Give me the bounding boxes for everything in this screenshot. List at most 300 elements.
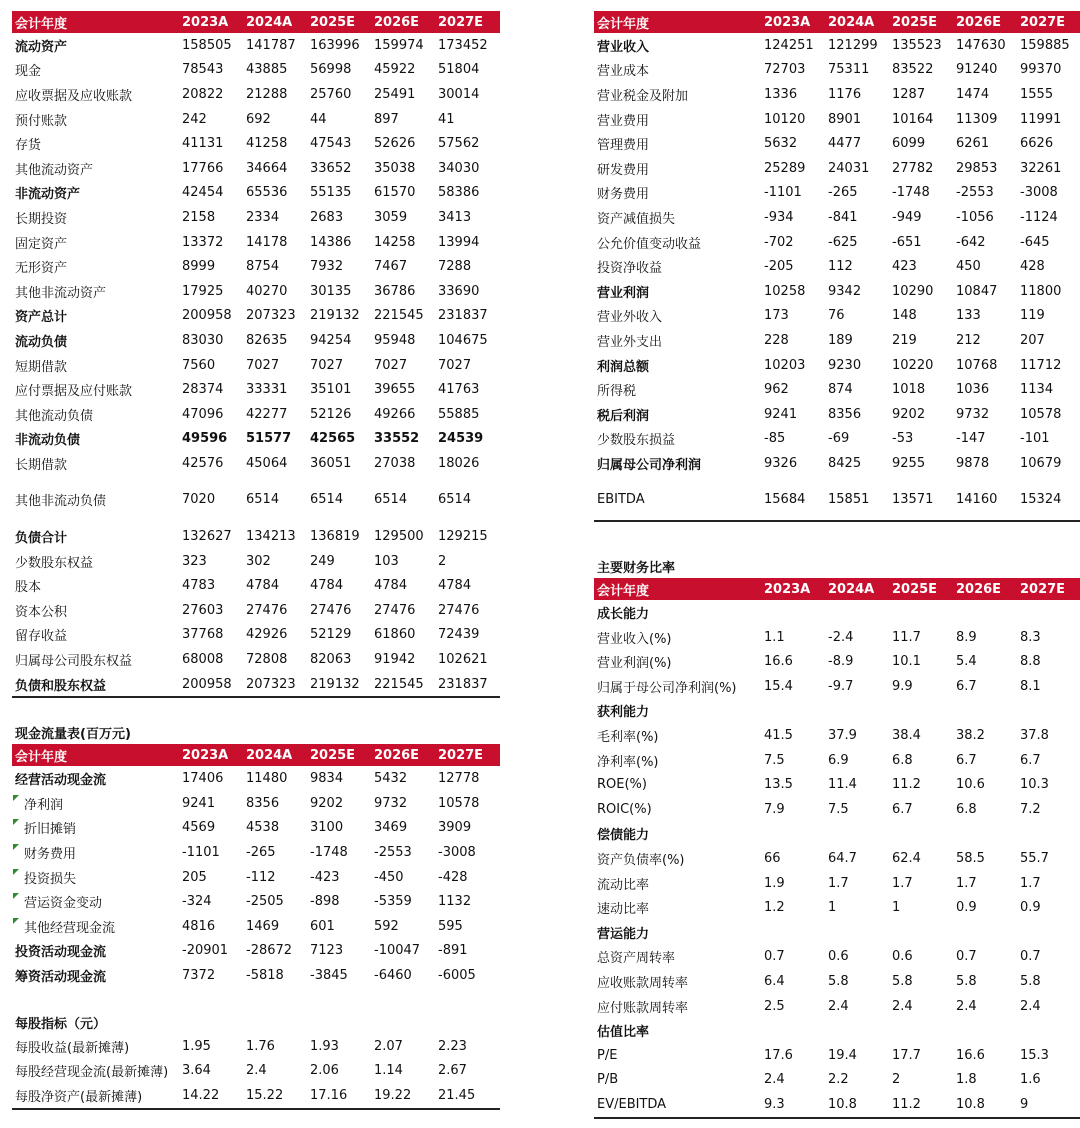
row-label xyxy=(594,380,760,399)
row-label xyxy=(594,947,760,966)
row-label-text: 投资损失 xyxy=(24,871,77,887)
table-row xyxy=(12,672,500,697)
row-value: 102621 xyxy=(438,652,488,668)
table-row xyxy=(12,816,500,841)
row-value: 249 xyxy=(310,553,335,569)
row-value: 27476 xyxy=(246,602,288,618)
row-value: 5.8 xyxy=(892,973,913,989)
row-value: 3469 xyxy=(374,820,408,836)
row-label xyxy=(12,892,178,911)
row-value: -1124 xyxy=(1020,209,1058,225)
row-value: 242 xyxy=(182,111,207,127)
row-label xyxy=(12,110,178,129)
row-value: 14160 xyxy=(956,492,998,508)
header-year-cell: 2026E xyxy=(956,581,1002,597)
row-label xyxy=(12,1086,178,1105)
row-value: 40270 xyxy=(246,283,288,299)
row-value: 41131 xyxy=(182,136,224,152)
row-value: 13.5 xyxy=(764,777,793,793)
per-share-title: 每股指标（元） xyxy=(15,1016,107,1032)
row-value: 9732 xyxy=(956,406,990,422)
row-value: 207 xyxy=(1020,332,1045,348)
row-label xyxy=(594,677,760,696)
row-value: 6.7 xyxy=(956,678,977,694)
row-value: 159885 xyxy=(1020,37,1070,53)
row-label xyxy=(594,331,760,350)
row-value: 1134 xyxy=(1020,382,1054,398)
row-value: 33652 xyxy=(310,160,352,176)
row-value: 9241 xyxy=(182,795,216,811)
row-spacer xyxy=(12,476,500,488)
table-row xyxy=(12,131,500,156)
table-row xyxy=(594,377,1080,402)
table-row xyxy=(594,994,1080,1019)
row-label-text: 预付账款 xyxy=(15,113,68,129)
row-label-text: 总资产周转率 xyxy=(597,951,676,967)
row-value: 47543 xyxy=(310,136,352,152)
row-label xyxy=(12,405,178,424)
row-value: 11.2 xyxy=(892,777,921,793)
header-year-cell: 2025E xyxy=(310,14,356,30)
row-label-text: EBITDA xyxy=(597,492,645,508)
row-value: 228 xyxy=(764,332,789,348)
row-value: 15.22 xyxy=(246,1087,284,1103)
table-row xyxy=(594,772,1080,797)
row-value: 4784 xyxy=(438,578,472,594)
row-value: 8.1 xyxy=(1020,678,1041,694)
row-value: -898 xyxy=(310,894,340,910)
row-label-text: 存货 xyxy=(15,138,42,154)
table-row xyxy=(12,205,500,230)
table-row xyxy=(594,156,1080,181)
row-value: 3413 xyxy=(438,209,472,225)
row-value: 91942 xyxy=(374,652,416,668)
row-label-text: 营业税金及附加 xyxy=(597,88,689,104)
table-row xyxy=(594,723,1080,748)
row-value: 3.64 xyxy=(182,1063,211,1079)
row-value: 10258 xyxy=(764,283,806,299)
row-label-text: 归属母公司净利润 xyxy=(597,457,702,473)
row-label-text: ROE(%) xyxy=(597,777,647,793)
row-value: 7020 xyxy=(182,492,216,508)
row-label-text: 无形资产 xyxy=(15,261,68,277)
row-label-text: 营业费用 xyxy=(597,113,650,129)
row-value: 121299 xyxy=(828,37,878,53)
row-value: 14178 xyxy=(246,234,288,250)
row-label xyxy=(12,233,178,252)
row-value: 6514 xyxy=(374,492,408,508)
table-row xyxy=(12,353,500,378)
row-value: 200958 xyxy=(182,676,232,692)
row-value: 135523 xyxy=(892,37,942,53)
row-value: 49596 xyxy=(182,431,228,447)
row-value: 51804 xyxy=(438,62,480,78)
row-label-text: 营业外收入 xyxy=(597,310,663,326)
row-value: -101 xyxy=(1020,431,1050,447)
row-value: 5.8 xyxy=(828,973,849,989)
row-label xyxy=(12,380,178,399)
row-value: 9342 xyxy=(828,283,862,299)
row-value: 11480 xyxy=(246,771,288,787)
table-row xyxy=(12,791,500,816)
row-value: 49266 xyxy=(374,406,416,422)
row-value: 2.06 xyxy=(310,1063,339,1079)
row-label-text: 其他非流动负债 xyxy=(15,494,107,510)
row-value: -28672 xyxy=(246,943,293,959)
row-label xyxy=(594,874,760,893)
row-value: 27603 xyxy=(182,602,224,618)
row-value: 38.4 xyxy=(892,728,921,744)
row-label xyxy=(594,208,760,227)
row-label xyxy=(12,490,178,509)
table-row xyxy=(594,871,1080,896)
row-value: 132627 xyxy=(182,529,232,545)
row-value: 82635 xyxy=(246,332,288,348)
row-value: 35038 xyxy=(374,160,416,176)
row-value: -53 xyxy=(892,431,914,447)
row-value: 42277 xyxy=(246,406,288,422)
row-value: 10.8 xyxy=(956,1096,985,1112)
row-value: 1018 xyxy=(892,382,926,398)
table-row xyxy=(594,131,1080,156)
row-value: 41763 xyxy=(438,382,480,398)
table-row xyxy=(12,279,500,304)
row-value: 2.4 xyxy=(1020,998,1041,1014)
row-value: -5359 xyxy=(374,894,412,910)
row-value: 6626 xyxy=(1020,136,1054,152)
row-label xyxy=(594,997,760,1016)
table-row xyxy=(12,623,500,648)
table-row xyxy=(12,939,500,964)
row-label xyxy=(594,726,760,745)
row-value: 21.45 xyxy=(438,1087,476,1103)
row-value: 7027 xyxy=(438,357,472,373)
row-value: 15684 xyxy=(764,492,806,508)
row-value: 11.7 xyxy=(892,629,921,645)
table-row xyxy=(594,427,1080,452)
row-value: 95948 xyxy=(374,332,416,348)
row-label xyxy=(594,701,760,720)
row-value: 4784 xyxy=(374,578,408,594)
row-value: 1474 xyxy=(956,86,990,102)
table-row xyxy=(594,58,1080,83)
row-value: -3008 xyxy=(1020,185,1058,201)
row-label-text: 归属于母公司净利润(%) xyxy=(597,680,737,696)
row-value: -423 xyxy=(310,869,340,885)
row-value: 6.8 xyxy=(892,752,913,768)
row-value: 1336 xyxy=(764,86,798,102)
row-value: 2.5 xyxy=(764,998,785,1014)
row-label xyxy=(594,628,760,647)
row-value: 27476 xyxy=(374,602,416,618)
row-value: 7027 xyxy=(246,357,280,373)
row-label-text: 应付账款周转率 xyxy=(597,1000,689,1016)
row-value: 28374 xyxy=(182,382,224,398)
row-value: 207323 xyxy=(246,676,296,692)
row-label xyxy=(594,1072,760,1087)
row-value: 24031 xyxy=(828,160,870,176)
table-row xyxy=(594,181,1080,206)
cash-flow-table xyxy=(12,766,500,987)
row-label xyxy=(594,923,760,942)
row-value: 10.8 xyxy=(828,1096,857,1112)
row-value: 42926 xyxy=(246,627,288,643)
row-label-text: 短期借款 xyxy=(15,359,68,375)
row-value: 41.5 xyxy=(764,728,793,744)
table-row xyxy=(594,920,1080,945)
row-value: 19.22 xyxy=(374,1087,412,1103)
row-value: 2334 xyxy=(246,209,280,225)
row-label-text: 资产负债率(%) xyxy=(597,853,685,869)
row-value: -2553 xyxy=(374,845,412,861)
row-label xyxy=(12,794,178,813)
row-value: 6514 xyxy=(310,492,344,508)
row-value: 17.16 xyxy=(310,1087,348,1103)
row-label xyxy=(12,917,178,936)
table-row xyxy=(594,205,1080,230)
row-label xyxy=(12,183,178,202)
table-row xyxy=(12,156,500,181)
row-label xyxy=(12,601,178,620)
row-label xyxy=(594,1048,760,1063)
row-value: -891 xyxy=(438,943,468,959)
row-label-text: ROIC(%) xyxy=(597,801,652,817)
row-value: 6514 xyxy=(246,492,280,508)
row-value: 61570 xyxy=(374,185,416,201)
row-label xyxy=(12,454,178,473)
table-row xyxy=(12,647,500,672)
row-value: 37.8 xyxy=(1020,728,1049,744)
row-label xyxy=(594,1021,760,1040)
row-label-text: 负债和股东权益 xyxy=(15,678,107,694)
row-label-text: 折旧摊销 xyxy=(24,822,77,838)
row-label-text: 管理费用 xyxy=(597,138,650,154)
header-year-cell: 2023A xyxy=(182,747,229,763)
row-label xyxy=(12,818,178,837)
row-value: 17766 xyxy=(182,160,224,176)
table-row xyxy=(594,279,1080,304)
row-value: 10.3 xyxy=(1020,777,1049,793)
row-value: -1101 xyxy=(182,845,220,861)
row-value: 45922 xyxy=(374,62,416,78)
table-row xyxy=(594,304,1080,329)
row-value: 1036 xyxy=(956,382,990,398)
row-value: 33690 xyxy=(438,283,480,299)
row-value: 124251 xyxy=(764,37,814,53)
row-value: 30014 xyxy=(438,86,480,102)
row-value: 9230 xyxy=(828,357,862,373)
balance-sheet-table xyxy=(12,33,500,696)
row-value: 1469 xyxy=(246,918,280,934)
row-label-text: 研发费用 xyxy=(597,162,650,178)
row-value: 200958 xyxy=(182,308,232,324)
row-value: -1748 xyxy=(310,845,348,861)
row-value: 33331 xyxy=(246,382,288,398)
row-value: 189 xyxy=(828,332,853,348)
row-value: 7.5 xyxy=(828,801,849,817)
row-value: 15.4 xyxy=(764,678,793,694)
row-value: 221545 xyxy=(374,676,424,692)
row-value: 37768 xyxy=(182,627,224,643)
row-label xyxy=(12,1061,178,1080)
row-value: 9255 xyxy=(892,455,926,471)
row-value: 34664 xyxy=(246,160,288,176)
row-value: 5.8 xyxy=(956,973,977,989)
table-row xyxy=(12,598,500,623)
row-value: 11309 xyxy=(956,111,998,127)
row-value: 112 xyxy=(828,259,853,275)
row-label-text: 营业收入 xyxy=(597,39,650,55)
row-label xyxy=(12,552,178,571)
table-row xyxy=(12,488,500,513)
header-year-cell: 2024A xyxy=(828,581,875,597)
row-value: -934 xyxy=(764,209,794,225)
row-value: 10847 xyxy=(956,283,998,299)
row-value: 19.4 xyxy=(828,1047,857,1063)
ratios-header xyxy=(594,578,1080,600)
row-value: 6261 xyxy=(956,136,990,152)
row-value: 14.22 xyxy=(182,1087,220,1103)
header-year-cell: 2023A xyxy=(764,581,811,597)
row-value: 2 xyxy=(892,1072,901,1088)
row-value: 207323 xyxy=(246,308,296,324)
row-value: 13571 xyxy=(892,492,934,508)
row-value: -112 xyxy=(246,869,276,885)
row-label-text: 股本 xyxy=(15,580,42,596)
row-label xyxy=(594,356,760,375)
row-value: 8356 xyxy=(246,795,280,811)
header-label-cell: 会计年度 xyxy=(597,16,650,32)
row-label xyxy=(594,824,760,843)
row-label xyxy=(12,331,178,350)
row-value: 2.4 xyxy=(764,1072,785,1088)
row-label xyxy=(594,282,760,301)
row-value: 24539 xyxy=(438,431,484,447)
row-label xyxy=(594,454,760,473)
row-label-text: 财务费用 xyxy=(597,187,650,203)
row-value: 219132 xyxy=(310,676,360,692)
row-label-text: 净利率(%) xyxy=(597,754,659,770)
row-value: 4538 xyxy=(246,820,280,836)
table-row xyxy=(12,304,500,329)
row-value: 9 xyxy=(1020,1096,1029,1112)
row-value: 2683 xyxy=(310,209,344,225)
row-value: -642 xyxy=(956,234,986,250)
table-row xyxy=(594,451,1080,476)
header-year-cell: 2024A xyxy=(246,747,293,763)
row-value: 1.9 xyxy=(764,875,785,891)
row-value: 7372 xyxy=(182,967,216,983)
table-row xyxy=(594,353,1080,378)
row-label-text: 流动比率 xyxy=(597,877,650,893)
row-label xyxy=(594,1097,760,1112)
row-value: 10.1 xyxy=(892,654,921,670)
row-value: 159974 xyxy=(374,37,424,53)
table-row xyxy=(594,1043,1080,1068)
row-value: 52126 xyxy=(310,406,352,422)
row-value: 2.2 xyxy=(828,1072,849,1088)
row-label xyxy=(594,183,760,202)
row-value: 62.4 xyxy=(892,851,921,867)
row-value: -85 xyxy=(764,431,786,447)
row-value: 78543 xyxy=(182,62,224,78)
row-value: 43885 xyxy=(246,62,288,78)
row-value: 1176 xyxy=(828,86,862,102)
row-label xyxy=(594,603,760,622)
table-row xyxy=(594,674,1080,699)
row-label-text: 少数股东损益 xyxy=(597,433,676,449)
ratios-table xyxy=(594,600,1080,1116)
row-value: 55.7 xyxy=(1020,851,1049,867)
row-value: 9732 xyxy=(374,795,408,811)
row-label xyxy=(594,429,760,448)
row-value: 221545 xyxy=(374,308,424,324)
row-label xyxy=(12,429,178,448)
row-value: 8.8 xyxy=(1020,654,1041,670)
row-label xyxy=(12,282,178,301)
row-label-text: 税后利润 xyxy=(597,408,650,424)
table-row xyxy=(12,427,500,452)
row-value: 962 xyxy=(764,382,789,398)
table-row xyxy=(12,1034,500,1059)
row-value: 2.07 xyxy=(374,1038,403,1054)
table-row xyxy=(594,230,1080,255)
table-row xyxy=(594,969,1080,994)
row-label-text: 归属母公司股东权益 xyxy=(15,654,133,670)
row-value: 6.7 xyxy=(956,752,977,768)
row-value: 13994 xyxy=(438,234,480,250)
row-label-text: 长期投资 xyxy=(15,211,68,227)
row-value: 7027 xyxy=(374,357,408,373)
row-value: 8754 xyxy=(246,259,280,275)
row-value: 103 xyxy=(374,553,399,569)
row-value: 3100 xyxy=(310,820,344,836)
table-row xyxy=(594,1018,1080,1043)
row-value: 18026 xyxy=(438,455,480,471)
row-value: 2158 xyxy=(182,209,216,225)
table-row xyxy=(12,840,500,865)
row-value: 8901 xyxy=(828,111,862,127)
row-value: 2.4 xyxy=(246,1063,267,1079)
row-label-text: 营业外支出 xyxy=(597,334,663,350)
row-value: 147630 xyxy=(956,37,1006,53)
row-value: 1.1 xyxy=(764,629,785,645)
row-label xyxy=(12,159,178,178)
row-value: 874 xyxy=(828,382,853,398)
row-value: 148 xyxy=(892,308,917,324)
row-value: 592 xyxy=(374,918,399,934)
row-label-text: 流动负债 xyxy=(15,334,68,350)
row-value: 5.4 xyxy=(956,654,977,670)
row-label-text: 流动资产 xyxy=(15,39,68,55)
table-row xyxy=(12,82,500,107)
row-value: 12778 xyxy=(438,771,480,787)
row-value: 6.4 xyxy=(764,973,785,989)
row-label-text: 资产总计 xyxy=(15,310,68,326)
row-label xyxy=(594,802,760,817)
row-value: 212 xyxy=(956,332,981,348)
row-value: 7932 xyxy=(310,259,344,275)
header-year-cell: 2024A xyxy=(828,14,875,30)
row-value: 47096 xyxy=(182,406,224,422)
row-value: -147 xyxy=(956,431,986,447)
row-value: 0.6 xyxy=(892,949,913,965)
row-value: 9241 xyxy=(764,406,798,422)
row-value: 7.9 xyxy=(764,801,785,817)
row-value: 205 xyxy=(182,869,207,885)
row-value: 1.7 xyxy=(956,875,977,891)
row-value: 38.2 xyxy=(956,728,985,744)
